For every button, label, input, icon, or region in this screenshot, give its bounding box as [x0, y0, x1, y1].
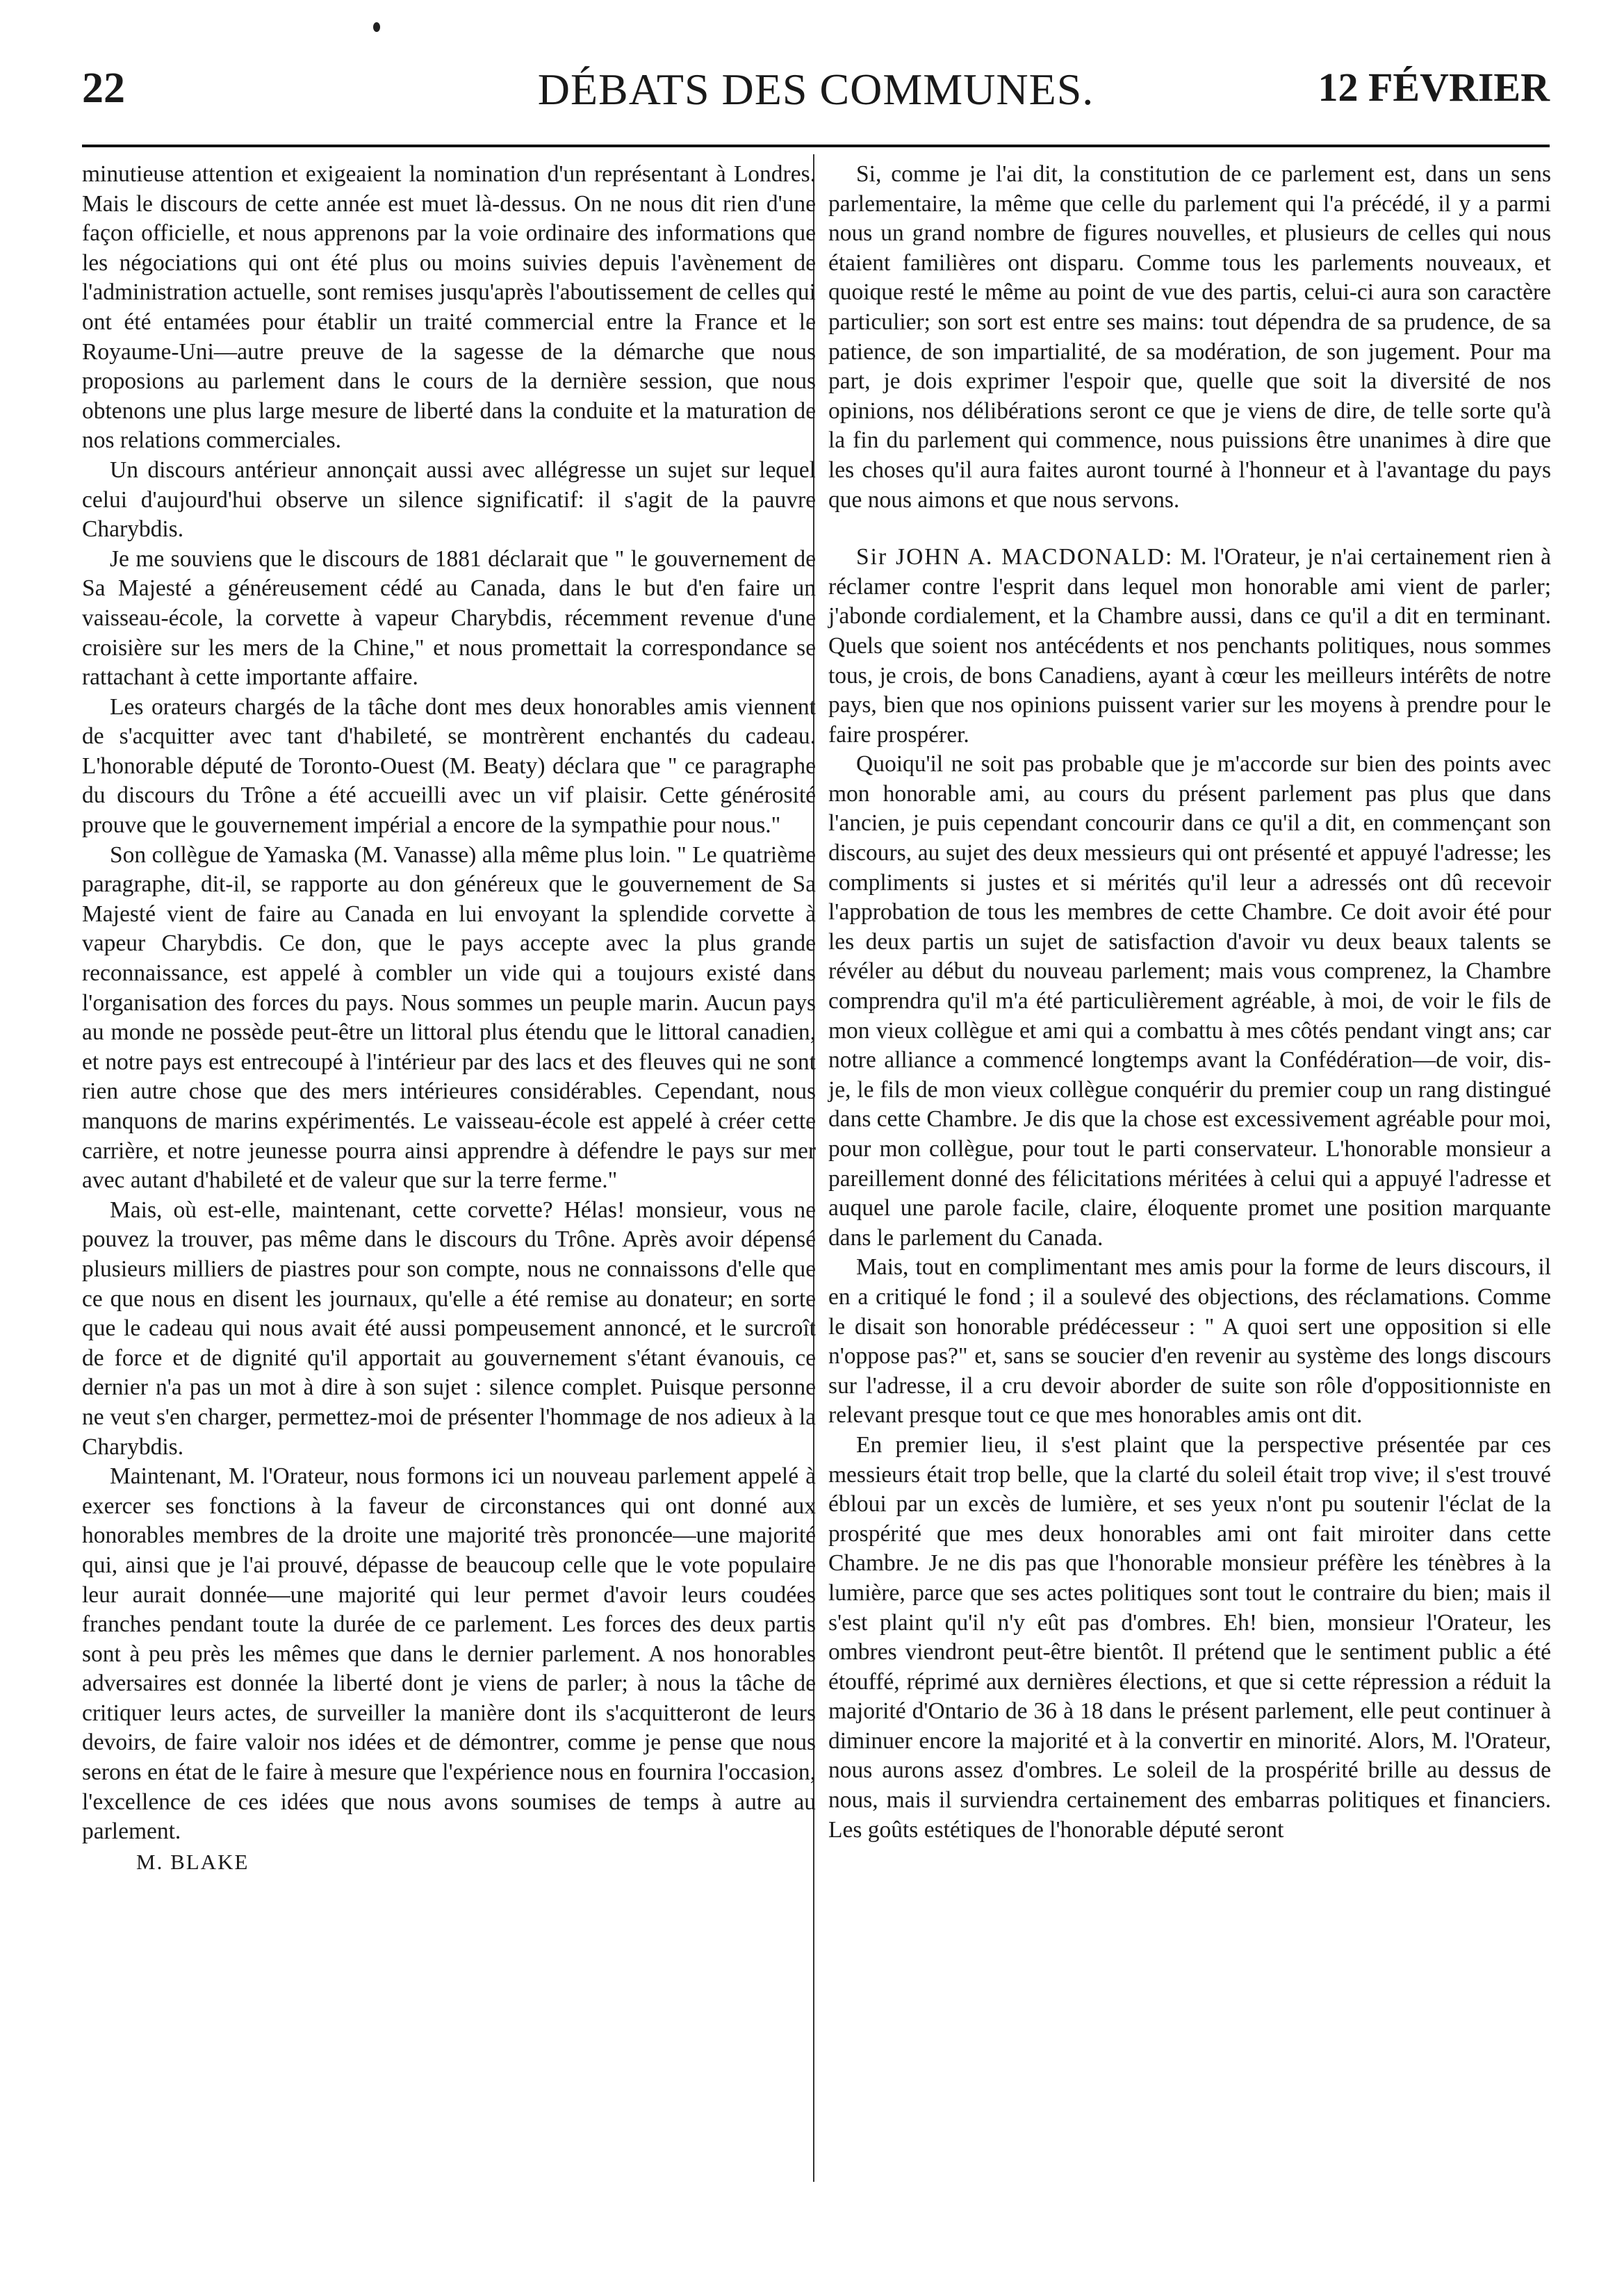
running-head — [82, 64, 1550, 126]
speech-text: M. l'Orateur, je n'ai certainement rien à réclamer contre l'esprit dans lequel mon honorable ami vient de parler; j'abonde cordialement, et la Chambre aussi, dans ce qu'il a dit en terminant. Quels que soient nos antécédents et nos penchants politiques, nous sommes tous, je crois, de bons Canadiens, ayant à cœur les meilleurs intérêts de notre pays, bien que nos opinions puissent varier sur les moyens à prendre pour le faire prospérer. — [828, 544, 1551, 748]
left-column — [82, 160, 816, 1875]
paragraph: Maintenant, M. l'Orateur, nous formons ici un nouveau parlement appelé à exercer ses fonctions à la faveur de circonstances qui ont donné aux honorables membres de la droite une majorité très prononcée—une majorité qui, ainsi que je l'ai prouvé, dépasse de beaucoup celle que le vote populaire leur aurait donnée—une majorité qui leur permet d'avoir leurs coudées franches pendant toute la durée de ce parlement. Les forces des deux partis sont à peu près les mêmes que dans le dernier parlement. A nos honorables adversaires est donnée la liberté dont je viens de parler; à nous la tâche de critiquer leurs actes, de surveiller la manière dont ils s'acquitteront de leurs devoirs, de faire valoir nos idées et de démontrer, comme je pense que nous serons en état de le faire à mesure que l'expérience nous en fournira l'occasion, l'excellence de ces idées que nous avons soumises de temps à autre au parlement. — [82, 1463, 816, 1845]
section-gap — [828, 515, 1551, 543]
paragraph: Mais, tout en complimentant mes amis pour la forme de leurs discours, il en a critiqué le fond ; il a soulevé des objections, des réclamations. Comme le disait son honorable prédécesseur : " A quoi sert une opposition si elle n'oppose pas?" et, sans se soucier d'en revenir au système des longs discours sur l'adresse, il a cru devoir aborder de suite son rôle d'oppositionniste en relevant presque tout ce que mes honorables amis ont dit. — [828, 1254, 1551, 1429]
right-column — [828, 160, 1551, 1845]
paragraph: minutieuse attention et exigeaient la nomination d'un représentant à Londres. Mais le discours de cette année est muet là-dessus. On ne nous dit rien d'une façon officielle, et nous apprenons par la voie ordinaire des informations que les négociations qui ont été plus ou moins suivies depuis l'avènement de l'administration actuelle, sont remises jusqu'après l'aboutissement de celles qui ont été entamées pour établir un traité commercial entre la France et le Royaume-Uni—autre preuve de la sagesse de la démarche que nous proposions au parlement dans le cours de la dernière session, que nous obtenons une plus large mesure de liberté dans la conduite et la maturation de nos relations commerciales. — [82, 161, 816, 454]
paragraph: Un discours antérieur annonçait aussi avec allégresse un sujet sur lequel celui d'aujourd'hui observe un silence significatif: il s'agit de la pauvre Charybdis. — [82, 457, 816, 543]
paragraph: En premier lieu, il s'est plaint que la perspective présentée par ces messieurs était trop belle, que la clarté du soleil était trop vive; il s'est trouvé ébloui par un excès de lumière, et ses yeux n'ont pu soutenir l'éclat de la prospérité que mes deux honorables ami ont fait miroiter dans cette Chambre. Je ne dis pas que l'honorable monsieur préfère les ténèbres à la lumière, parce que ses actes politiques sont tout le contraire du bien; mais il s'est plaint qu'il n'y eût pas d'ombres. Eh! bien, monsieur l'Orateur, les ombres viendront peut-être bientôt. Il prétend que le sentiment public a été étouffé, réprimé aux dernières élections, et que si cette répression a réduit la majorité d'Ontario de 36 à 18 dans le présent parlement, elle peut continuer à diminuer encore la majorité et à la convertir en minorité. Alors, M. l'Orateur, nous aurons assez d'ombres. Le soleil de la prospérité brille au dessus de nous, mais il surviendra certainement des embarras politiques et financiers. Les goûts estétiques de l'honorable député seront — [828, 1431, 1551, 1843]
speaker-name: Sir JOHN A. MACDONALD: — [856, 544, 1174, 570]
header-rule — [82, 145, 1550, 147]
ink-mark — [373, 22, 380, 32]
paragraph: Mais, où est-elle, maintenant, cette corvette? Hélas! monsieur, vous ne pouvez la trouver, pas même dans le discours du Trône. Après avoir dépensé plusieurs milliers de piastres pour son compte, nous ne connaissons d'elle que ce que nous en disent les journaux, qu'elle a été remise au donateur; en sorte que le cadeau qui nous avait été aussi pompeusement annoncé, et le surcroît de force et de dignité qu'il apportait au gouvernement s'étant évanouis, ce dernier n'a pas un mot à dire à son sujet : silence complet. Puisque personne ne veut s'en charger, permettez-moi de présenter l'hommage de nos adieux à la Charybdis. — [82, 1197, 816, 1460]
page-number: 22 — [82, 65, 125, 112]
paragraph: Les orateurs chargés de la tâche dont mes deux honorables amis viennent de s'acquitter avec tant d'habileté, se montrèrent enchantés du cadeau. L'honorable député de Toronto-Ouest (M. Beaty) déclara que " ce paragraphe du discours du Trône a été accueilli avec un vif plaisir. Cette générosité prouve que le gouvernement impérial a encore de la sympathie pour nous." — [82, 693, 816, 839]
paragraph: Je me souviens que le discours de 1881 déclarait que " le gouvernement de Sa Majesté a généreusement cédé au Canada, dans le but d'en faire un vaisseau-école, la corvette à vapeur Charybdis, récemment revenue d'une croisière sur les mers de la Chine," et nous promettait la correspondance se rattachant à cette importante affaire. — [82, 545, 816, 691]
page-date: 12 FÉVRIER — [1318, 65, 1550, 110]
journal-title: DÉBATS DES COMMUNES. — [537, 65, 1094, 114]
paragraph: Si, comme je l'ai dit, la constitution de ce parlement est, dans un sens parlementaire, la même que celle du parlement qui l'a précédé, il y a parmi nous un grand nombre de figures nouvelles, et plusieurs de celles qui nous étaient familières ont disparu. Comme tous les parlements nouveaux, et quoique resté le même au point de vue des partis, celui-ci aura son caractère particulier; son sort est entre ses mains: tout dépendra de sa prudence, de sa patience, de son impartialité, de sa modération, de son jugement. Pour ma part, je dois exprimer l'espoir que, quelle que soit la diversité de nos opinions, nos délibérations seront ce que je viens de dire, de telle sorte qu'à la fin du parlement qui commence, nous puissions être unanimes à dire que les choses qu'il aura faites auront tourné à l'honneur et à l'avantage du pays que nous aimons et que nous servons. — [828, 161, 1551, 513]
speech-opening — [828, 543, 1551, 750]
speaker-signature: M. BLAKE — [136, 1849, 249, 1874]
paragraph: Quoiqu'il ne soit pas probable que je m'accorde sur bien des points avec mon honorable ami, au cours du présent parlement pas plus que dans l'ancien, je puis cependant concourir dans ce qu'il a dit, en commençant son discours, au sujet des deux messieurs qui ont présenté et appuyé l'adresse; les compliments si justes et si mérités qu'il leur a adressés ont dû recevoir l'approbation de tous les membres de cette Chambre. Ce doit avoir été pour les deux partis un sujet de satisfaction d'avoir vu deux beaux talents se révéler au début du nouveau parlement; mais vous comprenez, la Chambre comprendra qu'il m'a été particulièrement agréable, à moi, de voir le fils de mon vieux collègue et ami qui a combattu à mes côtés pendant vingt ans; car notre alliance a commencé longtemps avant la Confédération—de voir, dis-je, le fils de mon vieux collègue conquérir du premier coup un rang distingué dans cette Chambre. Je dis que la chose est excessivement agréable pour moi, pour mon collègue, pour tout le parti conservateur. L'honorable monsieur a pareillement donné des félicitations méritées à celui qui a appuyé l'adresse et auquel une parole facile, claire, éloquente promet une position marquante dans le parlement du Canada. — [828, 751, 1552, 1251]
paragraph: Son collègue de Yamaska (M. Vanasse) alla même plus loin. " Le quatrième paragraphe, dit-il, se rapporte au don généreux que le gouvernement de Sa Majesté vient de faire au Canada en lui envoyant la splendide corvette à vapeur Charybdis. Ce don, que le pays accepte avec la plus grande reconnaissance, est appelé à combler un vide qui a toujours existé dans l'organisation des forces du pays. Nous sommes un peuple marin. Aucun pays au monde ne possède peut-être un littoral plus étendu que le littoral canadien, et notre pays est entrecoupé à l'intérieur par des lacs et des fleuves qui ne sont rien autre chose que des mers intérieures considérables. Cependant, nous manquons de marins expérimentés. Le vaisseau-école est appelé à créer cette carrière, et notre jeunesse pourra ainsi apprendre à défendre le pays sur mer avec autant d'habileté et de valeur que sur la terre ferme." — [82, 841, 816, 1194]
